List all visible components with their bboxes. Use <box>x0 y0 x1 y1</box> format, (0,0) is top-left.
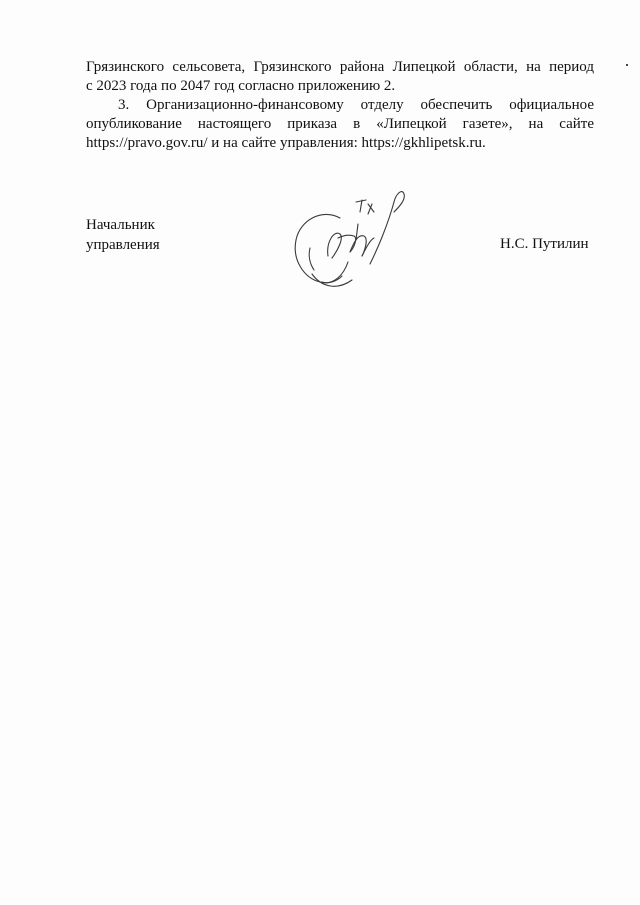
position-line: управления <box>86 237 160 253</box>
scan-speck <box>626 64 628 66</box>
text-line: https://pravo.gov.ru/ и на сайте управления: https://gkhlipetsk.ru. <box>86 135 486 151</box>
handwritten-signature-icon <box>282 178 412 293</box>
text-line: с 2023 года по 2047 год согласно приложению 2. <box>86 78 396 94</box>
text-line: опубликование настоящего приказа в «Липецкой газете», на сайте <box>86 116 594 132</box>
text-line: Грязинского сельсовета, Грязинского района Липецкой области, на период <box>86 59 594 75</box>
position-line: Начальник <box>86 217 155 233</box>
signatory-name: Н.С. Путилин <box>500 236 589 252</box>
text-line: 3. Организационно-финансовому отделу обеспечить официальное <box>118 97 594 113</box>
signatory-position <box>86 215 160 255</box>
